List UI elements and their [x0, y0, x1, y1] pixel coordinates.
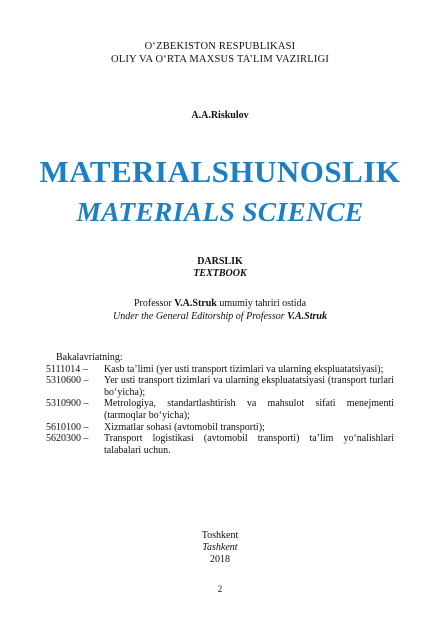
author-name: A.A.Riskulov [191, 110, 249, 121]
specialty-item [46, 375, 394, 398]
book-title-uz: MATERIALSHUNOSLIK [39, 154, 401, 189]
imprint [0, 530, 440, 566]
editor-prefix-uz: Professor [133, 298, 175, 309]
specialty-code: 5111014 – [46, 363, 88, 375]
book-type-en: TEXTBOOK [193, 268, 247, 279]
editor-suffix-uz: umumiy tahriri ostida [216, 298, 307, 309]
page-number: 2 [217, 584, 223, 594]
specialty-code: 5610100 – [46, 421, 89, 433]
book-title-en: MATERIALS SCIENCE [76, 196, 364, 227]
specialty-item [46, 398, 394, 421]
editor-name-en: V.A.Struk [287, 311, 327, 322]
specialty-text: Metrologiya, standartlashtirish va mahsulot sifati menejmenti (tarmoqlar bo‘yicha); [104, 398, 394, 421]
book-type-uz: DARSLIK [197, 256, 243, 267]
editor-line-uz [0, 298, 440, 309]
specialty-text: Yer usti transport tizimlari va ularning ekspluatatsiyasi (transport turlari bo‘yicha); [104, 375, 394, 398]
editor-line-en [0, 311, 440, 322]
specialty-item [46, 422, 394, 434]
ministry-line-2: OLIY VA O‘RTA MAXSUS TA’LIM VAZIRLIGI [110, 54, 330, 65]
specialty-code: 5620300 – [46, 433, 89, 445]
specialty-item [46, 433, 394, 456]
imprint-city-uz: Toshkent [201, 530, 239, 541]
imprint-city-en: Tashkent [202, 542, 238, 553]
imprint-year: 2018 [210, 554, 230, 565]
specialties-heading: Bakalavriatning: [56, 352, 123, 363]
specialty-code: 5310600 – [46, 375, 89, 387]
specialty-item [46, 364, 394, 376]
ministry-line-1: O‘ZBEKISTON RESPUBLIKASI [144, 41, 296, 52]
specialty-code: 5310900 – [46, 398, 89, 410]
ministry-header [0, 40, 440, 66]
specialty-text: Xizmatlar sohasi (avtomobil transporti); [104, 421, 265, 433]
specialty-text: Transport logistikasi (avtomobil transporti) ta’lim yo‘nalishlari talabalari uchun. [104, 433, 394, 456]
specialty-text: Kasb ta’limi (yer usti transport tizimlari va ularning ekspluatatsiyasi); [104, 363, 384, 375]
specialties-list [46, 352, 394, 456]
editor-prefix-en: Under the General Editorship of Professor [113, 311, 288, 322]
editor-name-uz: V.A.Struk [174, 298, 217, 309]
